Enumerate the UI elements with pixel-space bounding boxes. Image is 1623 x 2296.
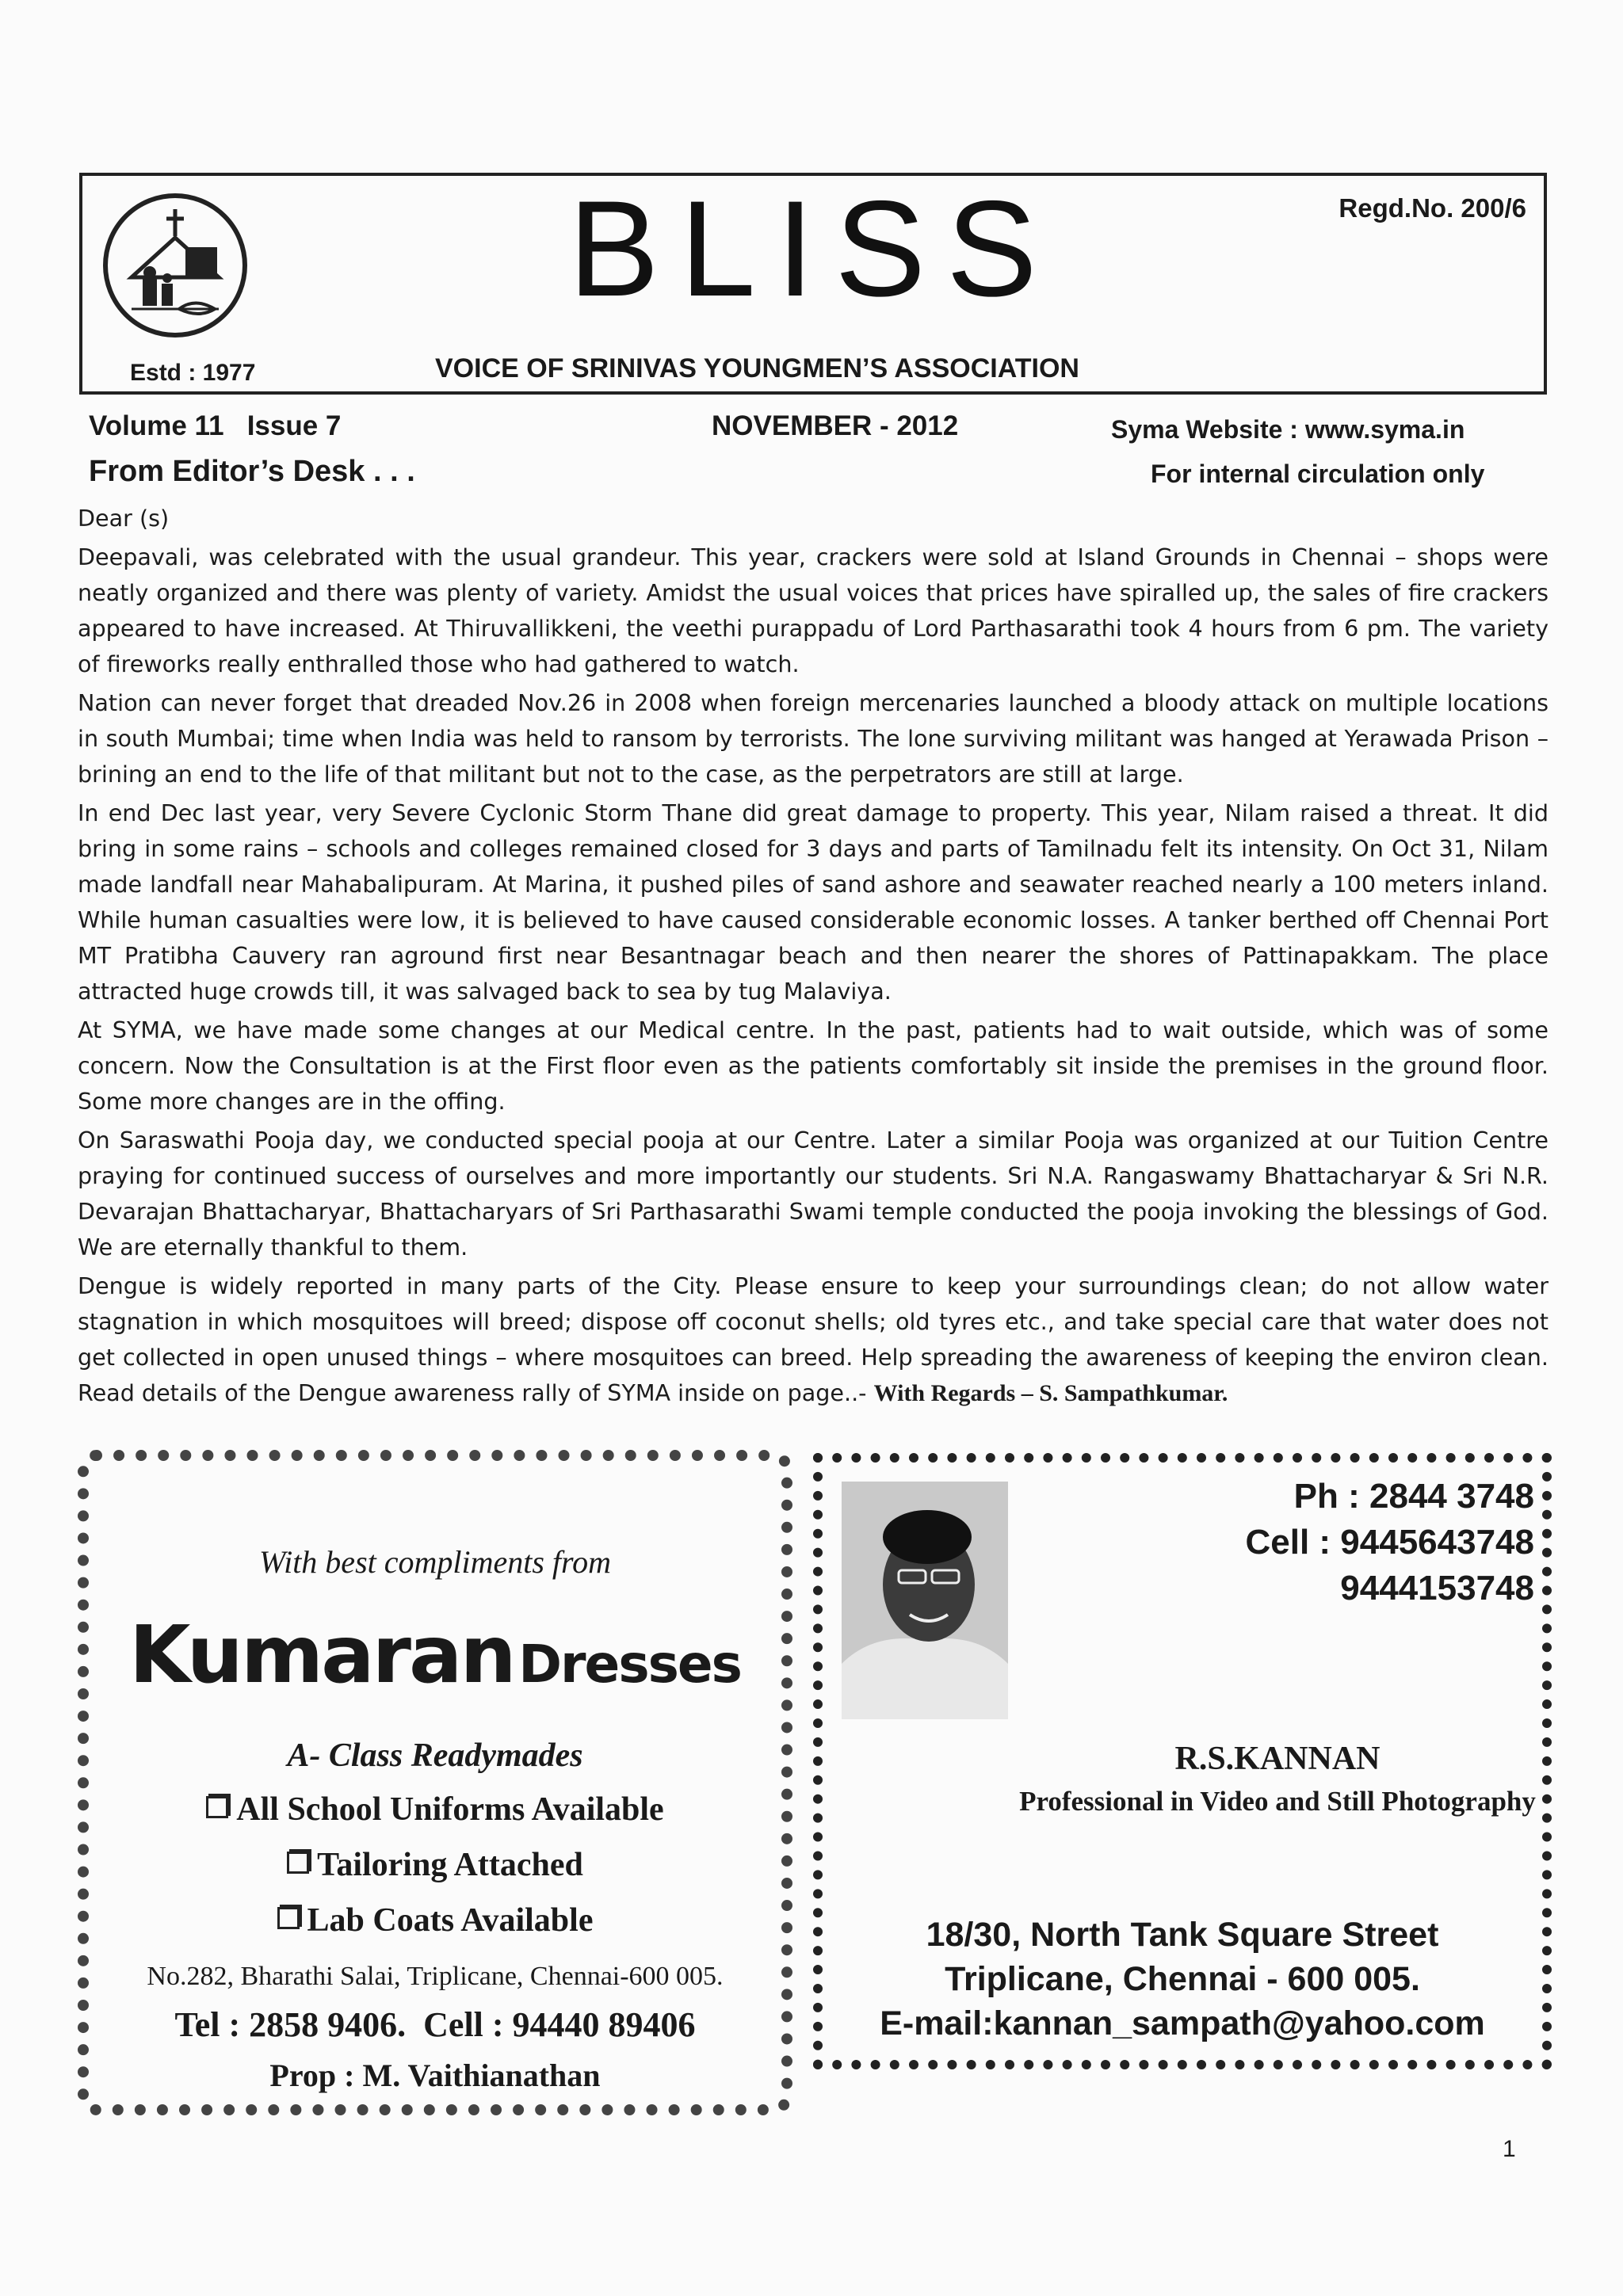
tagline: A- Class Readymades [287,1737,583,1774]
proprietor: Prop : M. Vaithianathan [269,2058,601,2093]
kumaran-dresses-ad [78,1450,792,2115]
page-number: 1 [1503,2136,1516,2162]
volume-issue: Volume 11 Issue 7 [89,410,342,441]
shop-address: No.282, Bharathi Salai, Triplicane, Chennai-600 005. [147,1962,724,1991]
cell-number-alt: 9444153748 [1340,1569,1534,1608]
brand-name [89,1608,781,1701]
brand-sub: Dresses [518,1634,741,1695]
website-line: Syma Website : www.syma.in [1111,415,1465,444]
service-item: All School Uniforms Available [89,1791,781,1829]
circulation-note: For internal circulation only [1151,460,1485,488]
photographer-profession: Professional in Video and Still Photography [1019,1786,1536,1817]
registration-number: Regd.No. 200/6 [1338,193,1526,223]
kannan-photography-ad [813,1453,1552,2069]
section-heading: From Editor’s Desk . . . [89,455,415,488]
greeting: Dear (s) [78,505,170,532]
paragraph: On Saraswathi Pooja day, we conducted special pooja at our Centre. Later a similar Pooja was organized at our Tuition Centre praying for continued success of ourselves and more importantly our students. Sri N.A. Rangaswamy Bhattacharyar & Sri N.R. Devarajan Bhattacharyar, Bhattacharyars of Sri Parthasarathi Swami temple conducted the pooja invoking the blessings of God. We are eternally thankful to them. [78,1127,1549,1261]
paragraph: Nation can never forget that dreaded Nov.26 in 2008 when foreign mercenaries launched a bloody attack on multiple locations in south Mumbai; time when India was held to ransom by terrorists. The lone surviving militant was hanged at Yerawada Prison – brining an end to the life of that militant but not to the case, as the perpetrators are still at large. [78,689,1549,788]
address-line: 18/30, North Tank Square Street [926,1916,1439,1954]
email-address: E-mail:kannan_sampath@yahoo.com [880,2004,1485,2042]
service-item: Lab Coats Available [89,1901,781,1939]
shop-phones: Tel : 2858 9406. Cell : 94440 89406 [174,2005,696,2044]
masthead [79,173,1547,395]
brand-main: Kumaran [129,1608,514,1701]
portrait-photo-icon [842,1482,1008,1719]
checkbox-icon [287,1852,309,1874]
paragraph-text: Dengue is widely reported in many parts of the City. Please ensure to keep your surroundings clean; do not allow water stagnation in which mosquitoes will breed; dispose off coconut shells; old tyres etc., and take special care that water does not get collected in open unused things – where mosquitoes can breed. Help spreading the awareness of keeping the environ clean. Read details of the Dengue awareness rally of SYMA inside on page..- [78,1272,1549,1406]
checkbox-icon [206,1796,228,1818]
compliments-line: With best compliments from [258,1544,612,1580]
editorial-body [78,501,1549,1414]
address-line: Triplicane, Chennai - 600 005. [945,1960,1420,1998]
masthead-subtitle: VOICE OF SRINIVAS YOUNGMEN’S ASSOCIATION [435,353,1079,383]
cell-number: Cell : 9445643748 [1245,1523,1534,1562]
checkbox-icon [277,1907,300,1929]
service-item: Tailoring Attached [89,1846,781,1884]
paragraph: Deepavali, was celebrated with the usual grandeur. This year, crackers were sold at Island Grounds in Chennai – shops were neatly organized and there was plenty of variety. Amidst the usual voices that prices have spiralled up, the sales of fire crackers appeared to have increased. At Thiruvallikkeni, the veethi purappadu of Lord Parthasarathi took 4 hours from 6 pm. The variety of fireworks really enthralled those who had gathered to watch. [78,543,1549,677]
phone-number: Ph : 2844 3748 [1293,1477,1534,1516]
issue-month: NOVEMBER - 2012 [712,410,959,441]
newsletter-title: BLISS [568,173,1058,325]
photographer-name: R.S.KANNAN [1174,1741,1381,1777]
established-year: Estd : 1977 [130,360,256,386]
editor-signature: With Regards – S. Sampathkumar. [873,1380,1228,1406]
paragraph: At SYMA, we have made some changes at our Medical centre. In the past, patients had to wait outside, which was of some concern. Now the Consultation is at the First floor even as the patients comfortably sit inside the premises in the ground floor. Some more changes are in the offing. [78,1016,1549,1115]
paragraph: In end Dec last year, very Severe Cyclonic Storm Thane did great damage to property. This year, Nilam raised a threat. It did bring in some rains – schools and colleges remained closed for 3 days and parts of Tamilnadu felt its intensity. On Oct 31, Nilam made landfall near Mahabalipuram. At Marina, it pushed piles of sand ashore and seawater reached nearly a 100 meters inland. While human casualties were low, it is believed to have caused considerable economic losses. A tanker berthed off Chennai Port MT Pratibha Cauvery ran aground first near Besantnagar beach and then nearer the shores of Pattinapakkam. The place attracted huge crowds till, it was salvaged back to sea by tug Malaviya. [78,799,1549,1005]
paragraph-last [78,1268,1549,1411]
